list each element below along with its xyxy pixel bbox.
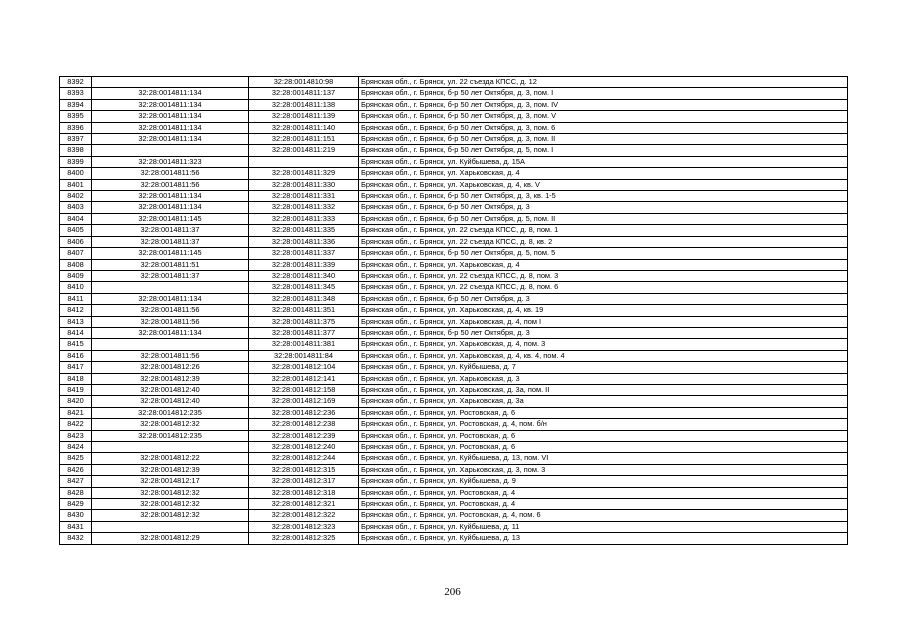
cadastral-number-cell: 32:28:0014811:339	[249, 259, 359, 270]
cadastral-number-cell: 32:28:0014811:345	[249, 282, 359, 293]
parent-cadastral-cell	[92, 442, 249, 453]
address-cell: Брянская обл., г. Брянск, ул. Харьковская, д. 4, пом I	[359, 316, 848, 327]
cadastral-number-cell: 32:28:0014811:219	[249, 145, 359, 156]
row-number-cell: 8432	[60, 533, 92, 544]
row-number-cell: 8413	[60, 316, 92, 327]
parent-cadastral-cell: 32:28:0014812:39	[92, 464, 249, 475]
address-cell: Брянская обл., г. Брянск, ул. Куйбышева, д. 11	[359, 521, 848, 532]
address-cell: Брянская обл., г. Брянск, ул. Ростовская, д. 4	[359, 487, 848, 498]
address-cell: Брянская обл., г. Брянск, б-р 50 лет Октября, д. 3, пом. IV	[359, 99, 848, 110]
cadastral-number-cell: 32:28:0014812:240	[249, 442, 359, 453]
row-number-cell: 8424	[60, 442, 92, 453]
cadastral-number-cell: 32:28:0014811:381	[249, 339, 359, 350]
parent-cadastral-cell: 32:28:0014812:32	[92, 499, 249, 510]
parent-cadastral-cell	[92, 339, 249, 350]
address-cell: Брянская обл., г. Брянск, ул. Ростовская, д. 6	[359, 442, 848, 453]
row-number-cell: 8421	[60, 407, 92, 418]
parent-cadastral-cell: 32:28:0014811:37	[92, 270, 249, 281]
parent-cadastral-cell: 32:28:0014812:32	[92, 510, 249, 521]
row-number-cell: 8394	[60, 99, 92, 110]
parent-cadastral-cell: 32:28:0014812:26	[92, 362, 249, 373]
parent-cadastral-cell: 32:28:0014811:134	[92, 99, 249, 110]
cadastral-number-cell: 32:28:0014811:138	[249, 99, 359, 110]
parent-cadastral-cell: 32:28:0014811:56	[92, 350, 249, 361]
table-row	[60, 419, 848, 430]
address-cell: Брянская обл., г. Брянск, б-р 50 лет Октября, д. 5, пом. I	[359, 145, 848, 156]
cadastral-number-cell: 32:28:0014812:318	[249, 487, 359, 498]
table-row	[60, 77, 848, 88]
row-number-cell: 8415	[60, 339, 92, 350]
table-row	[60, 510, 848, 521]
parent-cadastral-cell: 32:28:0014811:134	[92, 191, 249, 202]
address-cell: Брянская обл., г. Брянск, ул. Харьковская, д. 3а, пом. II	[359, 384, 848, 395]
row-number-cell: 8430	[60, 510, 92, 521]
row-number-cell: 8429	[60, 499, 92, 510]
parent-cadastral-cell: 32:28:0014811:134	[92, 111, 249, 122]
parent-cadastral-cell: 32:28:0014811:51	[92, 259, 249, 270]
table-row	[60, 156, 848, 167]
address-cell: Брянская обл., г. Брянск, ул. Ростовская, д. 6	[359, 407, 848, 418]
address-cell: Брянская обл., г. Брянск, б-р 50 лет Октября, д. 3, кв. 1-5	[359, 191, 848, 202]
row-number-cell: 8401	[60, 179, 92, 190]
row-number-cell: 8428	[60, 487, 92, 498]
row-number-cell: 8425	[60, 453, 92, 464]
address-cell: Брянская обл., г. Брянск, ул. 22 съезда КПСС, д. 8, пом. 3	[359, 270, 848, 281]
parent-cadastral-cell: 32:28:0014812:17	[92, 476, 249, 487]
table-row	[60, 191, 848, 202]
row-number-cell: 8426	[60, 464, 92, 475]
cadastral-number-cell: 32:28:0014811:139	[249, 111, 359, 122]
address-cell: Брянская обл., г. Брянск, ул. Куйбышева, д. 13, пом. VI	[359, 453, 848, 464]
table-row	[60, 111, 848, 122]
registry-table	[59, 76, 848, 545]
address-cell: Брянская обл., г. Брянск, ул. 22 съезда КПСС, д. 8, пом. 6	[359, 282, 848, 293]
parent-cadastral-cell: 32:28:0014811:134	[92, 202, 249, 213]
address-cell: Брянская обл., г. Брянск, б-р 50 лет Октября, д. 3, пом. V	[359, 111, 848, 122]
table-row	[60, 134, 848, 145]
parent-cadastral-cell: 32:28:0014811:145	[92, 213, 249, 224]
table-row	[60, 168, 848, 179]
table-row	[60, 407, 848, 418]
row-number-cell: 8404	[60, 213, 92, 224]
row-number-cell: 8402	[60, 191, 92, 202]
address-cell: Брянская обл., г. Брянск, ул. 22 съезда КПСС, д. 12	[359, 77, 848, 88]
cadastral-number-cell: 32:28:0014812:158	[249, 384, 359, 395]
table-row	[60, 396, 848, 407]
row-number-cell: 8423	[60, 430, 92, 441]
registry-table-body	[60, 77, 848, 545]
address-cell: Брянская обл., г. Брянск, ул. Харьковская, д. 3, пом. 3	[359, 464, 848, 475]
table-row	[60, 88, 848, 99]
row-number-cell: 8420	[60, 396, 92, 407]
row-number-cell: 8431	[60, 521, 92, 532]
parent-cadastral-cell: 32:28:0014811:134	[92, 327, 249, 338]
cadastral-number-cell	[249, 156, 359, 167]
parent-cadastral-cell: 32:28:0014811:145	[92, 248, 249, 259]
cadastral-number-cell: 32:28:0014811:151	[249, 134, 359, 145]
cadastral-number-cell: 32:28:0014812:317	[249, 476, 359, 487]
cadastral-number-cell: 32:28:0014811:333	[249, 213, 359, 224]
cadastral-number-cell: 32:28:0014812:244	[249, 453, 359, 464]
row-number-cell: 8397	[60, 134, 92, 145]
parent-cadastral-cell: 32:28:0014811:56	[92, 316, 249, 327]
row-number-cell: 8414	[60, 327, 92, 338]
parent-cadastral-cell: 32:28:0014812:39	[92, 373, 249, 384]
table-row	[60, 533, 848, 544]
parent-cadastral-cell: 32:28:0014811:323	[92, 156, 249, 167]
parent-cadastral-cell	[92, 521, 249, 532]
address-cell: Брянская обл., г. Брянск, б-р 50 лет Октября, д. 3, пом. II	[359, 134, 848, 145]
parent-cadastral-cell	[92, 77, 249, 88]
address-cell: Брянская обл., г. Брянск, б-р 50 лет Октября, д. 5, пом. II	[359, 213, 848, 224]
table-row	[60, 464, 848, 475]
cadastral-number-cell: 32:28:0014811:84	[249, 350, 359, 361]
table-row	[60, 384, 848, 395]
address-cell: Брянская обл., г. Брянск, ул. Куйбышева, д. 9	[359, 476, 848, 487]
parent-cadastral-cell: 32:28:0014811:134	[92, 293, 249, 304]
address-cell: Брянская обл., г. Брянск, ул. Куйбышева, д. 7	[359, 362, 848, 373]
table-row	[60, 442, 848, 453]
parent-cadastral-cell: 32:28:0014811:56	[92, 179, 249, 190]
row-number-cell: 8395	[60, 111, 92, 122]
table-row	[60, 248, 848, 259]
parent-cadastral-cell: 32:28:0014811:134	[92, 122, 249, 133]
address-cell: Брянская обл., г. Брянск, б-р 50 лет Октября, д. 3	[359, 202, 848, 213]
cadastral-number-cell: 32:28:0014811:336	[249, 236, 359, 247]
row-number-cell: 8392	[60, 77, 92, 88]
row-number-cell: 8416	[60, 350, 92, 361]
parent-cadastral-cell: 32:28:0014812:32	[92, 419, 249, 430]
parent-cadastral-cell: 32:28:0014812:40	[92, 384, 249, 395]
table-row	[60, 202, 848, 213]
cadastral-number-cell: 32:28:0014812:315	[249, 464, 359, 475]
address-cell: Брянская обл., г. Брянск, ул. Ростовская, д. 4, пом. 6	[359, 510, 848, 521]
cadastral-number-cell: 32:28:0014812:239	[249, 430, 359, 441]
table-row	[60, 430, 848, 441]
row-number-cell: 8422	[60, 419, 92, 430]
row-number-cell: 8427	[60, 476, 92, 487]
table-row	[60, 145, 848, 156]
row-number-cell: 8410	[60, 282, 92, 293]
parent-cadastral-cell	[92, 145, 249, 156]
parent-cadastral-cell: 32:28:0014811:56	[92, 305, 249, 316]
row-number-cell: 8400	[60, 168, 92, 179]
parent-cadastral-cell: 32:28:0014811:134	[92, 88, 249, 99]
row-number-cell: 8405	[60, 225, 92, 236]
cadastral-number-cell: 32:28:0014811:329	[249, 168, 359, 179]
table-row	[60, 521, 848, 532]
row-number-cell: 8409	[60, 270, 92, 281]
cadastral-number-cell: 32:28:0014811:335	[249, 225, 359, 236]
parent-cadastral-cell: 32:28:0014812:235	[92, 407, 249, 418]
table-row	[60, 453, 848, 464]
row-number-cell: 8407	[60, 248, 92, 259]
cadastral-number-cell: 32:28:0014812:236	[249, 407, 359, 418]
parent-cadastral-cell: 32:28:0014811:56	[92, 168, 249, 179]
cadastral-number-cell: 32:28:0014811:337	[249, 248, 359, 259]
table-row	[60, 373, 848, 384]
cadastral-number-cell: 32:28:0014812:238	[249, 419, 359, 430]
parent-cadastral-cell	[92, 282, 249, 293]
table-row	[60, 293, 848, 304]
address-cell: Брянская обл., г. Брянск, б-р 50 лет Октября, д. 3	[359, 293, 848, 304]
cadastral-number-cell: 32:28:0014811:340	[249, 270, 359, 281]
row-number-cell: 8396	[60, 122, 92, 133]
table-row	[60, 499, 848, 510]
parent-cadastral-cell: 32:28:0014812:235	[92, 430, 249, 441]
address-cell: Брянская обл., г. Брянск, б-р 50 лет Октября, д. 5, пом. 5	[359, 248, 848, 259]
page-number: 206	[444, 586, 461, 598]
cadastral-number-cell: 32:28:0014812:322	[249, 510, 359, 521]
table-row	[60, 305, 848, 316]
row-number-cell: 8399	[60, 156, 92, 167]
cadastral-number-cell: 32:28:0014812:321	[249, 499, 359, 510]
table-row	[60, 476, 848, 487]
address-cell: Брянская обл., г. Брянск, ул. 22 съезда КПСС, д. 8, пом. 1	[359, 225, 848, 236]
parent-cadastral-cell: 32:28:0014812:22	[92, 453, 249, 464]
row-number-cell: 8418	[60, 373, 92, 384]
cadastral-number-cell: 32:28:0014811:137	[249, 88, 359, 99]
table-row	[60, 350, 848, 361]
table-row	[60, 282, 848, 293]
table-row	[60, 122, 848, 133]
row-number-cell: 8417	[60, 362, 92, 373]
address-cell: Брянская обл., г. Брянск, ул. Харьковская, д. 4, кв. V	[359, 179, 848, 190]
table-row	[60, 259, 848, 270]
table-row	[60, 179, 848, 190]
address-cell: Брянская обл., г. Брянск, ул. Куйбышева, д. 15А	[359, 156, 848, 167]
row-number-cell: 8411	[60, 293, 92, 304]
address-cell: Брянская обл., г. Брянск, ул. Харьковская, д. 4, пом. 3	[359, 339, 848, 350]
cadastral-number-cell: 32:28:0014811:140	[249, 122, 359, 133]
cadastral-number-cell: 32:28:0014812:169	[249, 396, 359, 407]
row-number-cell: 8393	[60, 88, 92, 99]
cadastral-number-cell: 32:28:0014811:348	[249, 293, 359, 304]
cadastral-number-cell: 32:28:0014812:104	[249, 362, 359, 373]
cadastral-number-cell: 32:28:0014811:377	[249, 327, 359, 338]
table-row	[60, 362, 848, 373]
table-row	[60, 213, 848, 224]
cadastral-number-cell: 32:28:0014812:325	[249, 533, 359, 544]
address-cell: Брянская обл., г. Брянск, ул. Ростовская, д. 6	[359, 430, 848, 441]
address-cell: Брянская обл., г. Брянск, ул. Харьковская, д. 3	[359, 373, 848, 384]
cadastral-number-cell: 32:28:0014811:331	[249, 191, 359, 202]
table-row	[60, 327, 848, 338]
address-cell: Брянская обл., г. Брянск, ул. Харьковская, д. 4	[359, 259, 848, 270]
address-cell: Брянская обл., г. Брянск, ул. Харьковская, д. 3а	[359, 396, 848, 407]
address-cell: Брянская обл., г. Брянск, б-р 50 лет Октября, д. 3	[359, 327, 848, 338]
cadastral-number-cell: 32:28:0014810:98	[249, 77, 359, 88]
row-number-cell: 8403	[60, 202, 92, 213]
row-number-cell: 8419	[60, 384, 92, 395]
row-number-cell: 8408	[60, 259, 92, 270]
cadastral-number-cell: 32:28:0014811:330	[249, 179, 359, 190]
table-row	[60, 270, 848, 281]
address-cell: Брянская обл., г. Брянск, ул. Харьковская, д. 4	[359, 168, 848, 179]
address-cell: Брянская обл., г. Брянск, ул. 22 съезда КПСС, д. 8, кв. 2	[359, 236, 848, 247]
table-row	[60, 225, 848, 236]
row-number-cell: 8406	[60, 236, 92, 247]
address-cell: Брянская обл., г. Брянск, ул. Ростовская, д. 4, пом. б/н	[359, 419, 848, 430]
table-row	[60, 236, 848, 247]
cadastral-number-cell: 32:28:0014811:332	[249, 202, 359, 213]
address-cell: Брянская обл., г. Брянск, б-р 50 лет Октября, д. 3, пом. I	[359, 88, 848, 99]
row-number-cell: 8412	[60, 305, 92, 316]
table-row	[60, 99, 848, 110]
table-row	[60, 487, 848, 498]
cadastral-number-cell: 32:28:0014812:323	[249, 521, 359, 532]
address-cell: Брянская обл., г. Брянск, ул. Харьковская, д. 4, кв. 4, пом. 4	[359, 350, 848, 361]
parent-cadastral-cell: 32:28:0014812:32	[92, 487, 249, 498]
parent-cadastral-cell: 32:28:0014811:134	[92, 134, 249, 145]
cadastral-number-cell: 32:28:0014811:351	[249, 305, 359, 316]
cadastral-number-cell: 32:28:0014812:141	[249, 373, 359, 384]
address-cell: Брянская обл., г. Брянск, б-р 50 лет Октября, д. 3, пом. 6	[359, 122, 848, 133]
parent-cadastral-cell: 32:28:0014812:40	[92, 396, 249, 407]
parent-cadastral-cell: 32:28:0014811:37	[92, 225, 249, 236]
parent-cadastral-cell: 32:28:0014811:37	[92, 236, 249, 247]
cadastral-number-cell: 32:28:0014811:375	[249, 316, 359, 327]
address-cell: Брянская обл., г. Брянск, ул. Ростовская, д. 4	[359, 499, 848, 510]
parent-cadastral-cell: 32:28:0014812:29	[92, 533, 249, 544]
address-cell: Брянская обл., г. Брянск, ул. Куйбышева, д. 13	[359, 533, 848, 544]
table-row	[60, 316, 848, 327]
address-cell: Брянская обл., г. Брянск, ул. Харьковская, д. 4, кв. 19	[359, 305, 848, 316]
table-row	[60, 339, 848, 350]
row-number-cell: 8398	[60, 145, 92, 156]
